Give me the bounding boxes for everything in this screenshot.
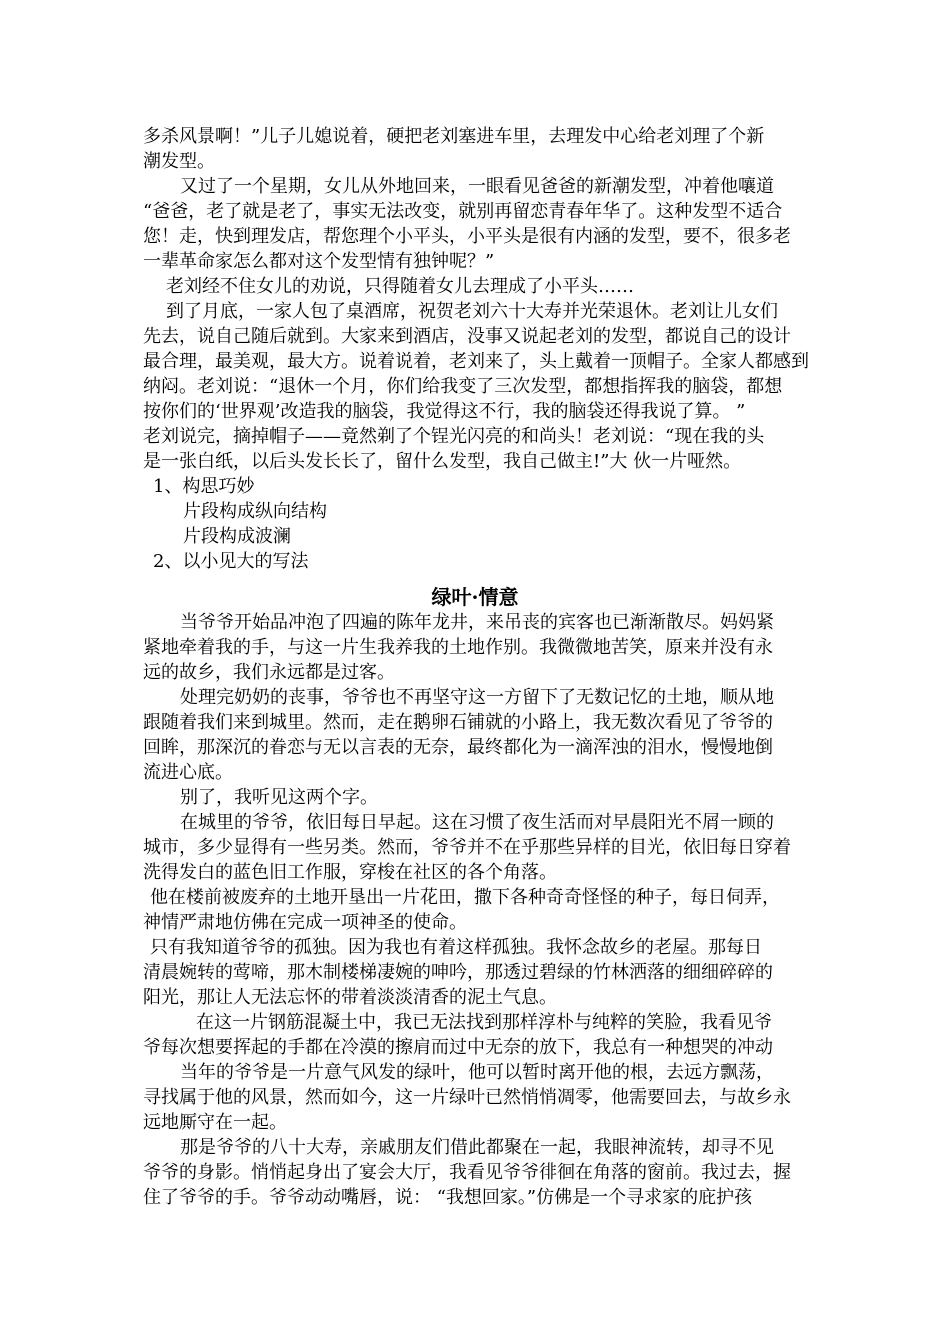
essay-line: 神情严肃地仿佛在完成一项神圣的使命。 [143, 912, 467, 933]
essay-line: 只有我知道爷爷的孤独。因为我也有着这样孤独。我怀念故乡的老屋。那每日 [150, 937, 762, 958]
essay-line: 当年的爷爷是一片意气风发的绿叶，他可以暂时离开他的根，去远方飘荡， [180, 1062, 774, 1083]
essay-line: 爷爷的身影。悄悄起身出了宴会大厅，我看见爷爷徘徊在角落的窗前。我过去，握 [143, 1162, 791, 1183]
essay-line: 洗得发白的蓝色旧工作服，穿梭在社区的各个角落。 [143, 862, 557, 883]
essay-line: 在这一片钢筋混凝土中，我已无法找到那样淳朴与纯粹的笑脸，我看见爷 [196, 1012, 772, 1033]
essay-line: 阳光，那让人无法忘怀的带着淡淡清香的泥土气息。 [143, 987, 557, 1008]
essay-line: 流进心底。 [143, 762, 233, 783]
essay-line: 清晨婉转的莺啼，那木制楼梯凄婉的呻吟，那透过碧绿的竹林洒落的细细碎碎的 [143, 962, 773, 983]
essay-line: 他在楼前被废弃的土地开垦出一片花田，撒下各种奇奇怪怪的种子，每日伺弄， [150, 887, 780, 908]
story-line: 老刘经不住女儿的劝说，只得随着女儿去理成了小平头…… [166, 276, 634, 297]
essay-line: 当爷爷开始品冲泡了四遍的陈年龙井，来吊丧的宾客也已渐渐散尽。妈妈紧 [180, 612, 774, 633]
story-line: 潮发型。 [143, 151, 215, 172]
essay-line: 回眸，那深沉的眷恋与无以言表的无奈，最终都化为一滴浑浊的泪水，慢慢地倒 [143, 737, 773, 758]
outline-item: 2、以小见大的写法 [153, 551, 309, 572]
essay-line: 寻找属于他的风景，然而如今，这一片绿叶已然悄悄凋零，他需要回去，与故乡永 [143, 1087, 791, 1108]
essay-line: 住了爷爷的手。爷爷动动嘴唇，说： “我想回家。”仿佛是一个寻求家的庇护孩 [143, 1187, 753, 1208]
story-line: “爸爸，老了就是老了，事实无法改变，就别再留恋青春年华了。这种发型不适合 [143, 201, 783, 222]
essay-line: 紧地牵着我的手，与这一片生我养我的土地作别。我微微地苦笑，原来并没有永 [143, 637, 773, 658]
essay-line: 处理完奶奶的丧事，爷爷也不再坚守这一方留下了无数记忆的土地，顺从地 [180, 687, 774, 708]
essay-line: 城市，多少显得有一些另类。然而，爷爷并不在乎那些异样的目光，依旧每日穿着 [143, 837, 791, 858]
essay-line: 在城里的爷爷，依旧每日早起。这在习惯了夜生活而对早晨阳光不屑一顾的 [180, 812, 774, 833]
essay-section [0, 610, 950, 1210]
story-line: 您！走，快到理发店，帮您理个小平头，小平头是很有内涵的发型，要不，很多老 [143, 226, 791, 247]
document-body [0, 124, 950, 1210]
story-line: 多杀风景啊！”儿子儿媳说着，硬把老刘塞进车里，去理发中心给老刘理了个新 [143, 126, 765, 147]
essay-title: 绿叶·情意 [431, 585, 519, 609]
essay-line: 远地厮守在一起。 [143, 1112, 287, 1133]
story-line: 最合理，最美观，最大方。说着说着，老刘来了，头上戴着一顶帽子。全家人都感到 [143, 351, 809, 372]
story-line: 又过了一个星期，女儿从外地回来，一眼看见爸爸的新潮发型，冲着他嚷道 [180, 176, 774, 197]
essay-line: 爷每次想要挥起的手都在冷漠的擦肩而过中无奈的放下，我总有一种想哭的冲动 [143, 1037, 773, 1058]
story-line: 一辈革命家怎么都对这个发型情有独钟呢？” [143, 251, 495, 272]
story-line: 是一张白纸，以后头发长长了，留什么发型，我自己做主!”大 伙一片哑然。 [143, 451, 742, 472]
story-section [0, 124, 950, 474]
essay-line: 跟随着我们来到城里。然而，走在鹅卵石铺就的小路上，我无数次看见了爷爷的 [143, 712, 773, 733]
outline-item: 1、构思巧妙 [153, 476, 255, 497]
outline-subitem: 片段构成纵向结构 [183, 501, 327, 522]
story-line: 先去，说自己随后就到。大家来到酒店，没事又说起老刘的发型，都说自己的设计 [143, 326, 791, 347]
story-line: 纳闷。老刘说：“退休一个月，你们给我变了三次发型，都想指挥我的脑袋，都想 [143, 376, 783, 397]
story-line: 老刘说完，摘掉帽子——竟然剃了个锃光闪亮的和尚头！老刘说：“现在我的头 [143, 426, 765, 447]
essay-line: 别了，我听见这两个字。 [180, 787, 378, 808]
story-line: 到了月底，一家人包了桌酒席，祝贺老刘六十大寿并光荣退休。老刘让儿女们 [166, 301, 778, 322]
story-line: 按你们的‘世界观’改造我的脑袋，我觉得这不行，我的脑袋还得我说了算。 ” [143, 401, 746, 422]
outline-subitem: 片段构成波澜 [183, 526, 291, 547]
essay-line: 那是爷爷的八十大寿，亲戚朋友们借此都聚在一起，我眼神流转，却寻不见 [180, 1137, 774, 1158]
outline-section [0, 474, 950, 574]
essay-line: 远的故乡，我们永远都是过客。 [143, 662, 395, 683]
